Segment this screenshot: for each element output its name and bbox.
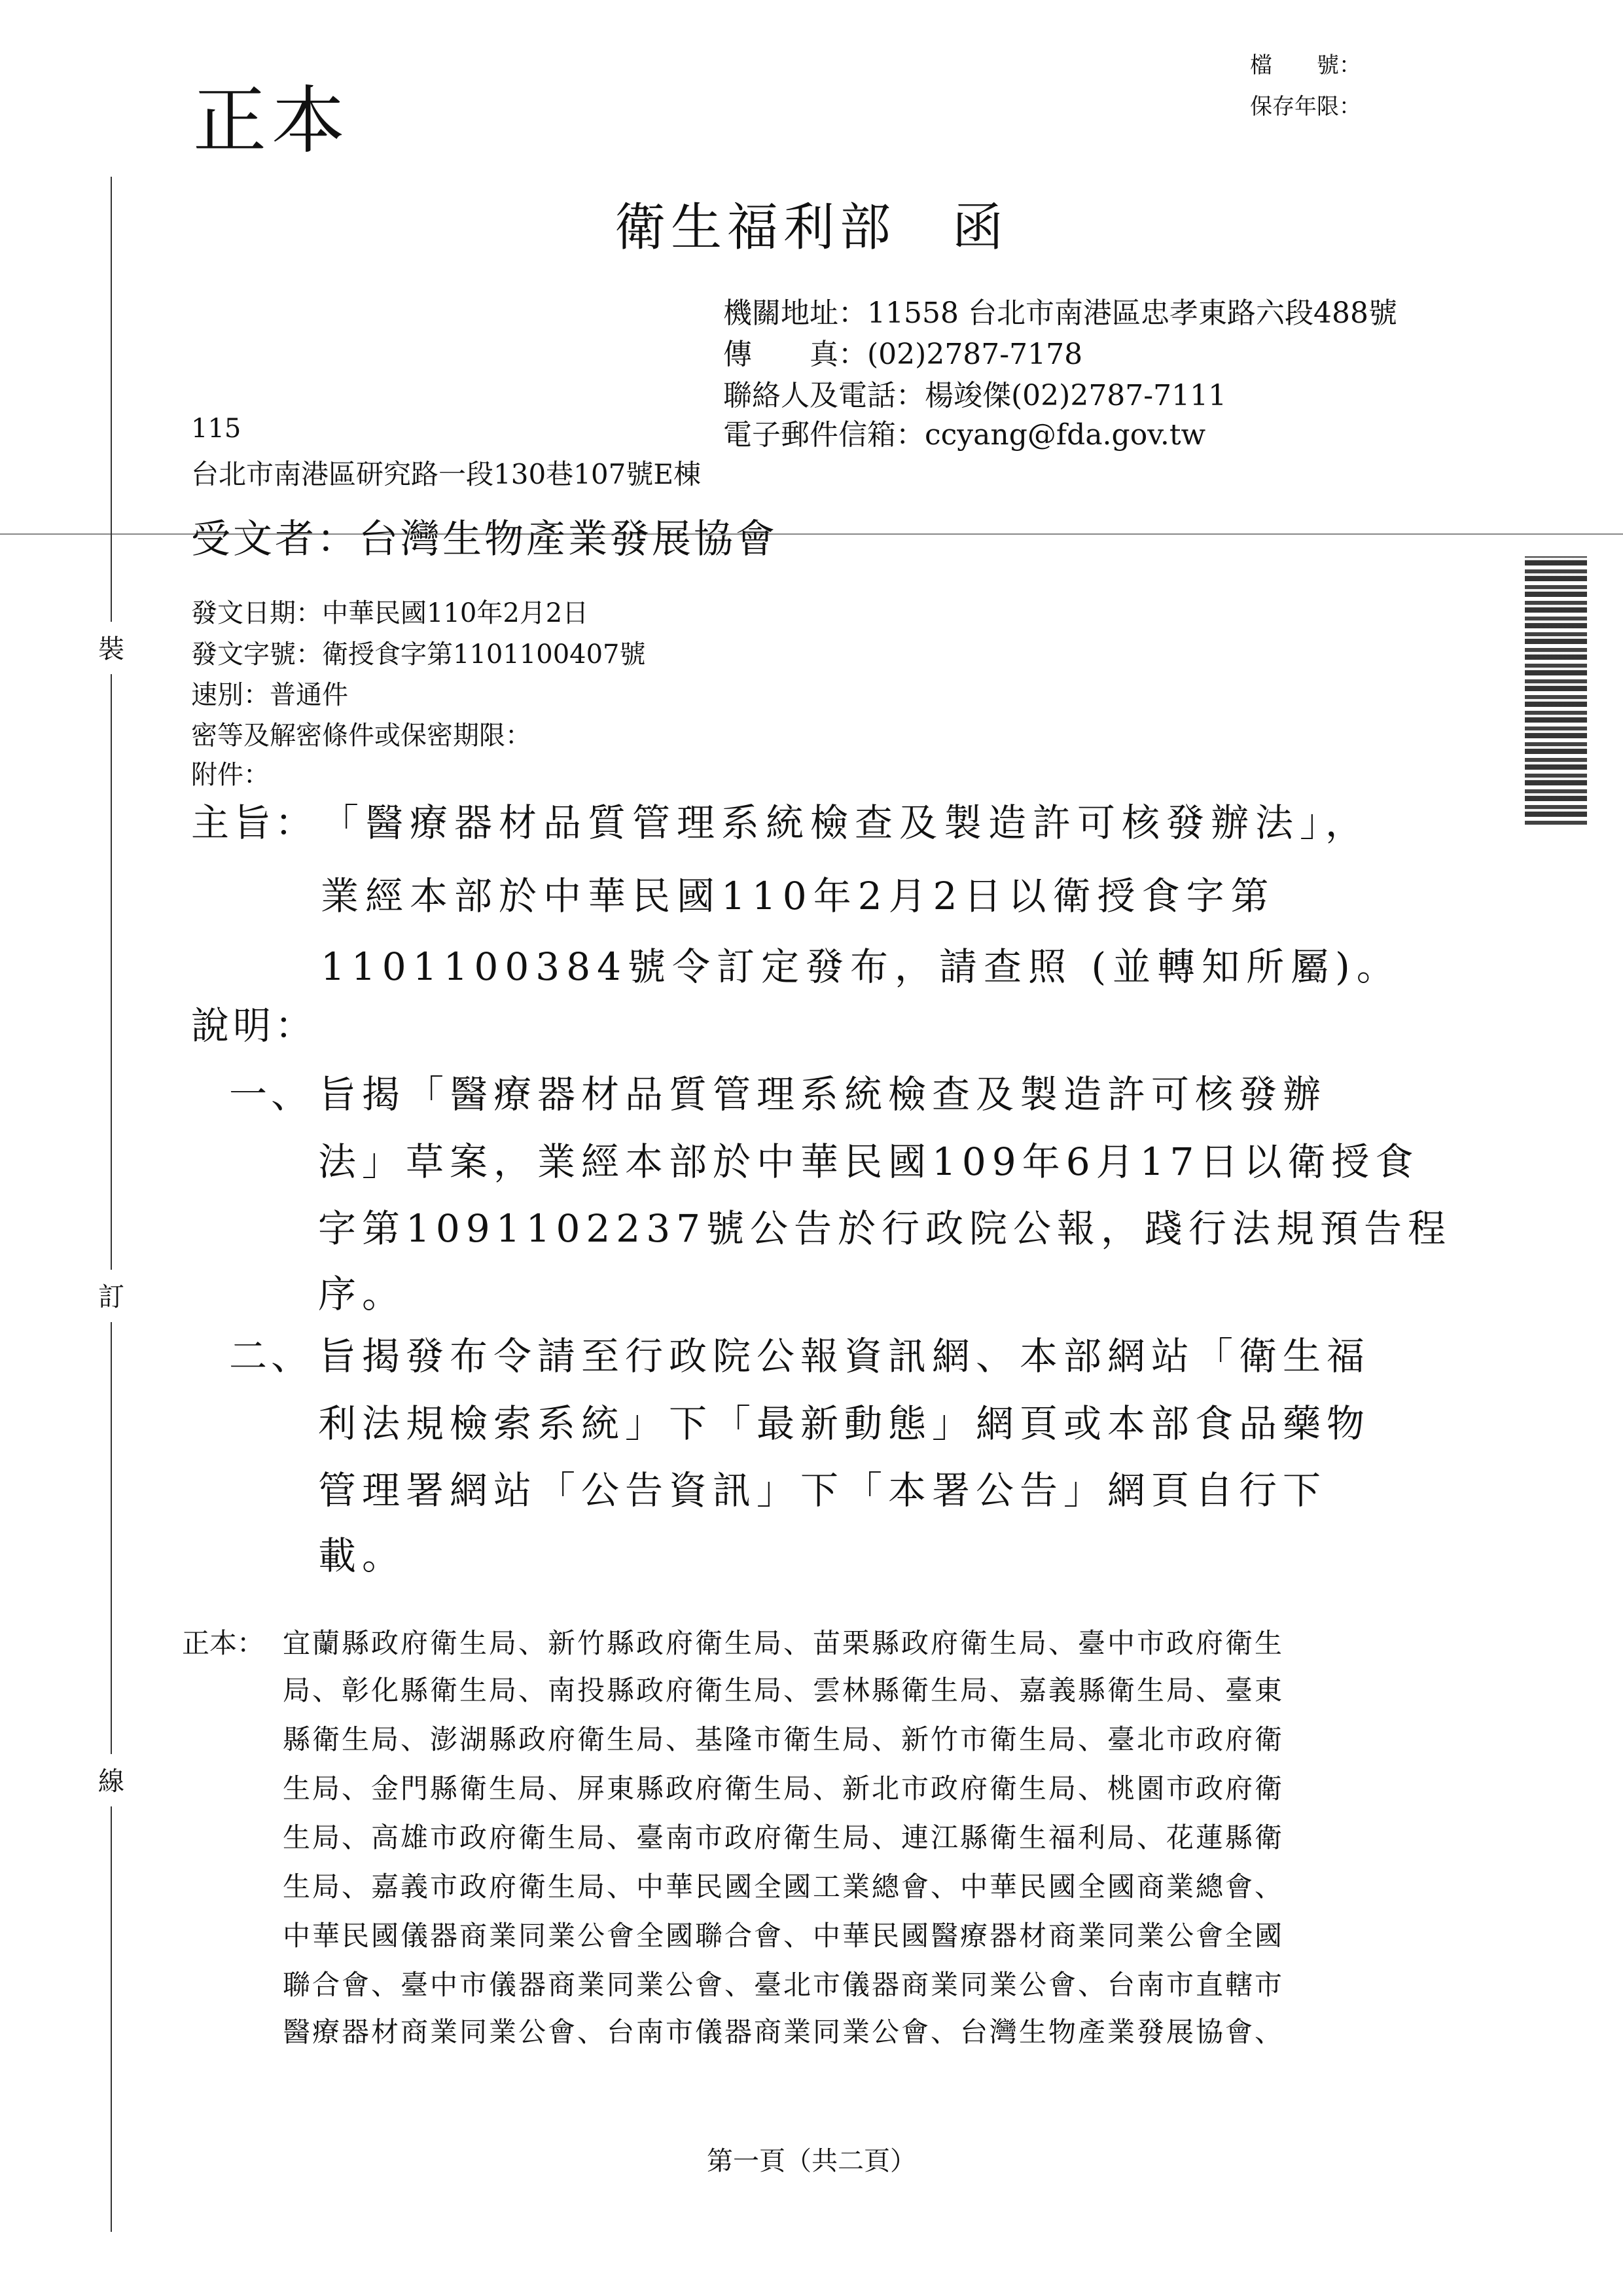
page-number: 第一頁（共二頁） [707,2146,916,2176]
binding-line-segment [111,177,112,622]
subject-line: 「醫療器材品質管理系統檢查及製造許可核發辦法」， [321,800,1370,845]
recipient-zip: 115 [191,414,241,444]
copies-line: 生局、金門縣衛生局、屏東縣政府衛生局、新北市政府衛生局、桃園市政府衛 [283,1772,1285,1804]
explanation-line: 載。 [318,1534,406,1578]
speed: 速別：普通件 [191,680,348,710]
subject-label: 主旨： [191,800,317,845]
explanation-line: 序。 [318,1272,406,1316]
subject-line: 1101100384號令訂定發布，請查照 (並轉知所屬)。 [321,944,1401,989]
explanation-item-number: 一、 [229,1072,313,1117]
secrecy: 密等及解密條件或保密期限： [191,721,531,751]
copies-line: 局、彰化縣衛生局、南投縣政府衛生局、雲林縣衛生局、嘉義縣衛生局、臺東 [283,1674,1285,1706]
recipient-name: 受文者：台灣生物產業發展協會 [191,516,777,562]
sender-address: 機關地址：11558 台北市南港區忠孝東路六段488號 [723,296,1397,330]
recipient-address: 台北市南港區研究路一段130巷107號E棟 [191,458,701,490]
explanation-line: 旨揭發布令請至行政院公報資訊網、本部網站「衛生福 [318,1334,1371,1378]
document-title: 衛生福利部 函 [614,198,1008,257]
copies-line: 生局、高雄市政府衛生局、臺南市政府衛生局、連江縣衛生福利局、花蓮縣衛 [283,1821,1285,1854]
retention-label: 保存年限： [1250,94,1361,120]
document-number: 發文字號：衛授食字第1101100407號 [191,639,646,670]
explanation-label: 說明： [191,1003,317,1048]
sender-contact: 聯絡人及電話：楊竣傑(02)2787-7111 [723,379,1227,412]
attachment: 附件： [191,760,270,790]
binding-mark: 裝 [98,634,124,664]
copies-line: 聯合會、臺中市儀器商業同業公會、臺北市儀器商業同業公會、台南市直轄市 [283,1969,1285,2001]
explanation-line: 字第1091102237號公告於行政院公報，踐行法規預告程 [318,1206,1452,1251]
explanation-line: 旨揭「醫療器材品質管理系統檢查及製造許可核發辦 [318,1072,1327,1117]
copies-line: 縣衛生局、澎湖縣政府衛生局、基隆市衛生局、新竹市衛生局、臺北市政府衛 [283,1723,1285,1755]
file-number-label: 檔 號： [1250,52,1361,79]
binding-mark: 訂 [98,1282,124,1312]
issue-date: 發文日期：中華民國110年2月2日 [191,598,589,628]
copies-line: 宜蘭縣政府衛生局、新竹縣政府衛生局、苗栗縣政府衛生局、臺中市政府衛生 [283,1627,1285,1659]
explanation-line: 法」草案，業經本部於中華民國109年6月17日以衛授食 [318,1139,1419,1184]
copies-line: 中華民國儀器商業同業公會全國聯合會、中華民國醫療器材商業同業公會全國 [283,1920,1285,1952]
binding-mark: 線 [98,1767,124,1797]
binding-line-segment [111,1322,112,1754]
explanation-item-number: 二、 [229,1334,313,1378]
explanation-line: 管理署網站「公告資訊」下「本署公告」網頁自行下 [318,1468,1327,1513]
explanation-line: 利法規檢索系統」下「最新動態」網頁或本部食品藥物 [318,1401,1371,1446]
subject-line: 業經本部於中華民國110年2月2日以衛授食字第 [321,874,1275,918]
binding-line-segment [111,674,112,1270]
binding-line [98,177,124,2075]
copies-line: 生局、嘉義市政府衛生局、中華民國全國工業總會、中華民國全國商業總會、 [283,1871,1285,1903]
sender-fax: 傳 真：(02)2787-7178 [723,338,1083,371]
sender-email: 電子郵件信箱：ccyang@fda.gov.tw [723,418,1206,452]
received-stamp [1525,556,1587,825]
copies-label: 正本： [182,1627,265,1659]
copies-line: 醫療器材商業同業公會、台南市儀器商業同業公會、台灣生物產業發展協會、 [283,2016,1285,2048]
copy-type-stamp: 正本 [193,79,350,164]
